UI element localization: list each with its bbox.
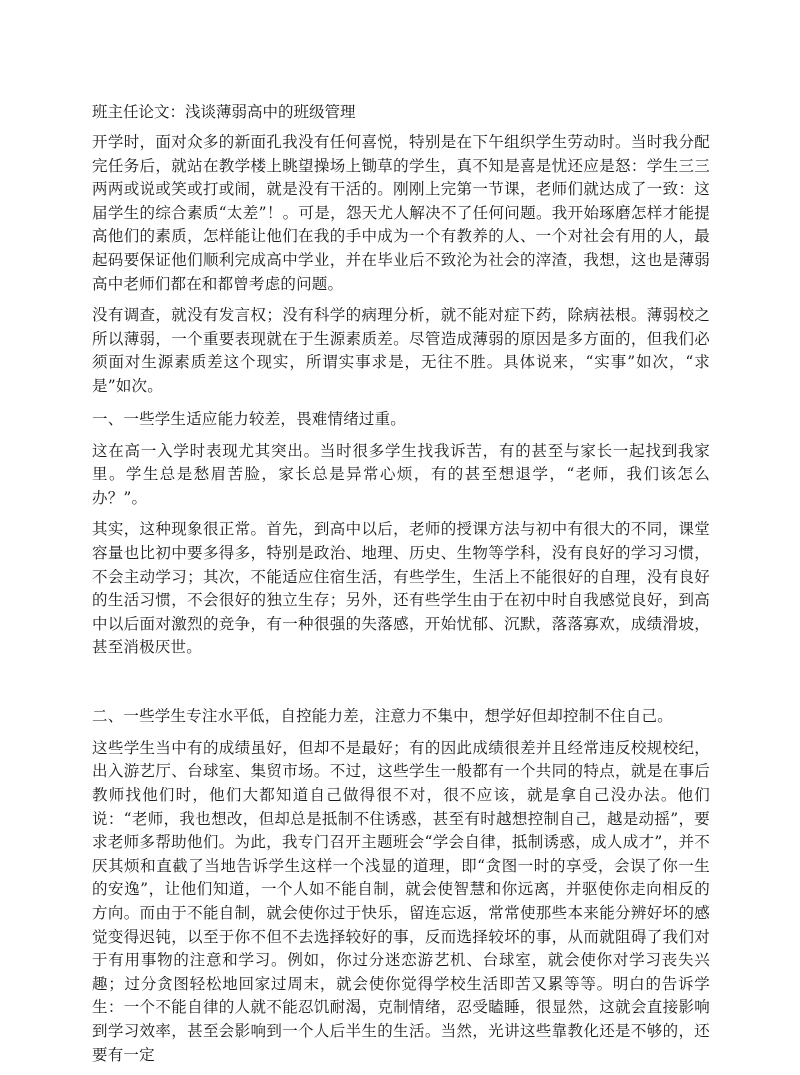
document-title: 班主任论文：浅谈薄弱高中的班级管理	[92, 103, 356, 121]
section-heading-1: 一、一些学生适应能力较差，畏难情绪过重。	[92, 409, 407, 428]
paragraph-investigation: 没有调查，就没有发言权；没有科学的病理分析，就不能对症下药，除病祛根。薄弱校之所以薄弱，一个重要表现就在于生源素质差。尽管造成薄弱的原因是多方面的，但我们必须面对生源素质差这个现实，所谓实事求是，无往不胜。具体说来，“实事”如次，“求是”如次。	[92, 306, 710, 395]
paragraph-section-2: 这些学生当中有的成绩虽好，但却不是最好；有的因此成绩很差并且经常违反校规校纪，出入游艺厅、台球室、集贸市场。不过，这些学生一般都有一个共同的特点，就是在事后教师找他们时，他们大都知道自己做得很不对，很不应该，就是拿自己没办法。他们说：“老师，我也想改，但却总是抵制不住诱惑，甚至有时越想控制自己，越是动摇”，要求老师多帮助他们。为此，我专门召开主题班会“学会自律，抵制诱惑，成人成才”，并不厌其烦和直截了当地告诉学生这样一个浅显的道理，即“贪图一时的享受，会误了你一生的安逸”，让他们知道，一个人如不能自制，就会使智慧和你远离，并驱使你走向相反的方向。而由于不能自制，就会使你过于快乐，留连忘返，常常使那些本来能分辨好坏的感觉变得迟钝，以至于你不但不去选择较好的事，反而选择较坏的事，从而就阻碍了我们对于有用事物的注意和学习。例如，你过分迷恋游艺机、台球室，就会使你对学习丧失兴趣；过分贪图轻松地回家过周末，就会使你觉得学校生活即苦又累等等。明白的告诉学生：一个不能自律的人就不能忍饥耐渴，克制情绪，忍受瞌睡，很显然，这就会直接影响到学习效率，甚至会影响到一个人后半生的生活。当然，光讲这些靠教化还是不够的，还要有一定	[92, 738, 710, 1064]
paragraph-intro: 开学时，面对众多的新面孔我没有任何喜悦，特别是在下午组织学生劳动时。当时我分配完任务后，就站在教学楼上眺望操场上锄草的学生，真不知是喜是忧还应是怒：学生三三两两或说或笑或打或闹，就是没有干活的。刚刚上完第一节课，老师们就达成了一致：这届学生的综合素质“太差”！。可是，怨天尤人解决不了任何问题。我开始琢磨怎样才能提高他们的素质，怎样能让他们在我的手中成为一个有教养的人、一个对社会有用的人，最起码要保证他们顺利完成高中学业，并在毕业后不致沦为社会的滓渣，我想，这也是薄弱高中老师们都在和都曾考虑的问题。	[92, 133, 710, 293]
section-heading-2: 二、一些学生专注水平低，自控能力差，注意力不集中，想学好但却控制不住自己。	[92, 706, 673, 725]
paragraph-section-1-a: 这在高一入学时表现尤其突出。当时很多学生找我诉苦，有的甚至与家长一起找到我家里。学生总是愁眉苦脸，家长总是异常心烦，有的甚至想退学，“老师，我们该怎么办？”。	[92, 441, 710, 507]
section-gap	[92, 668, 710, 704]
document-page	[92, 100, 710, 1075]
paragraph-section-1-b: 其实，这种现象很正常。首先，到高中以后，老师的授课方法与初中有很大的不同，课堂容量也比初中要多得多，特别是政治、地理、历史、生物等学科，没有良好的学习习惯，不会主动学习；其次，不能适应住宿生活，有些学生，生活上不能很好的自理，没有良好的生活习惯，不会很好的独立生存；另外，还有些学生由于在初中时自我感觉良好，到高中以后面对激烈的竞争，有一种很强的失落感，开始忧郁、沉默，落落寡欢，成绩滑坡，甚至消极厌世。	[92, 520, 710, 657]
